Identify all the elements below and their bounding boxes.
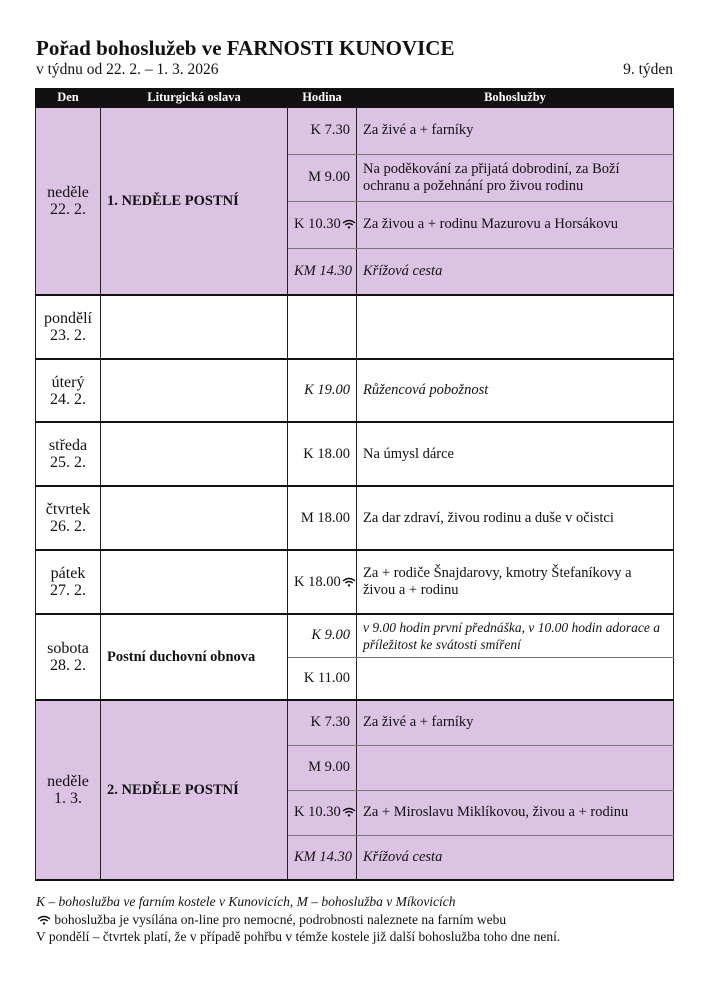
day-cell (36, 700, 101, 880)
table-row (36, 422, 674, 486)
day-cell (36, 295, 101, 359)
service-time-label: K 9.00 (311, 627, 350, 644)
day-cell (36, 107, 101, 295)
service-description (357, 657, 674, 700)
service-time-label: M 9.00 (308, 759, 350, 775)
footer-broadcast-note: bohoslužba je vysílána on-line pro nemocné, podrobnosti naleznete na farním webu (54, 911, 507, 927)
celebration-cell (101, 422, 288, 486)
wifi-icon (342, 807, 356, 817)
service-description (357, 295, 674, 359)
schedule-body (36, 107, 674, 880)
day-date: 28. 2. (50, 657, 86, 674)
service-time-label: KM 14.30 (294, 848, 352, 865)
service-time-label: K 7.30 (310, 122, 350, 139)
celebration-cell (101, 550, 288, 614)
column-header-celebration: Liturgická oslava (101, 89, 288, 108)
day-date: 23. 2. (50, 327, 86, 344)
day-date: 25. 2. (50, 454, 86, 471)
day-name: úterý (51, 373, 85, 391)
footer-legend: K – bohoslužba ve farním kostele v Kunovicích, M – bohoslužba v Míkovicích (36, 894, 456, 909)
service-description: Křížová cesta (357, 248, 674, 295)
service-description: Za dar zdraví, živou rodinu a duše v očistci (357, 486, 674, 550)
table-row (36, 700, 674, 745)
week-range: v týdnu od 22. 2. – 1. 3. 2026 (36, 61, 219, 78)
table-row (36, 107, 674, 154)
celebration-cell (101, 295, 288, 359)
table-row (36, 486, 674, 550)
service-time (288, 201, 357, 248)
day-cell (36, 422, 101, 486)
day-date: 24. 2. (50, 390, 86, 408)
wifi-icon (37, 915, 51, 925)
celebration-cell (101, 359, 288, 422)
day-cell (36, 486, 101, 550)
service-time (288, 422, 357, 486)
service-time (288, 154, 357, 201)
service-time (288, 700, 357, 745)
table-row (36, 550, 674, 614)
service-time (288, 745, 357, 790)
service-description: v 9.00 hodin první přednáška, v 10.00 hodin adorace a příležitost ke svátosti smíření (357, 614, 674, 657)
service-time (288, 295, 357, 359)
celebration-cell: 2. NEDĚLE POSTNÍ (101, 700, 288, 880)
table-row (36, 359, 674, 422)
day-name: čtvrtek (45, 501, 91, 518)
service-time (288, 790, 357, 835)
service-description: Za živou a + rodinu Mazurovu a Horsákovu (357, 201, 674, 248)
week-number: 9. týden (623, 61, 673, 78)
service-description (357, 745, 674, 790)
service-time (288, 657, 357, 700)
column-header-time: Hodina (288, 89, 357, 108)
column-header-day: Den (36, 89, 101, 108)
service-time-label: K 7.30 (310, 714, 350, 731)
schedule-table (35, 88, 674, 881)
service-description: Za + Miroslavu Miklíkovou, živou a + rodinu (357, 790, 674, 835)
service-time-label: K 10.30 (294, 804, 341, 820)
service-time (288, 248, 357, 295)
service-time (288, 486, 357, 550)
celebration-cell (101, 486, 288, 550)
service-time (288, 614, 357, 657)
day-name: sobota (47, 640, 89, 657)
footer-funeral-note: V pondělí – čtvrtek platí, že v případě pohřbu v témže kostele již další bohoslužba toho dne není. (36, 929, 561, 944)
table-row (36, 614, 674, 657)
day-date: 22. 2. (50, 201, 86, 218)
service-time (288, 359, 357, 422)
wifi-icon (342, 219, 356, 229)
day-name: pátek (50, 565, 86, 582)
celebration-cell: Postní duchovní obnova (101, 614, 288, 700)
service-time (288, 550, 357, 614)
day-date: 1. 3. (54, 790, 82, 807)
service-time-label: K 19.00 (304, 382, 350, 398)
day-cell (36, 550, 101, 614)
service-description: Za živé a + farníky (357, 107, 674, 154)
page-title: Pořad bohoslužeb ve FARNOSTI KUNOVICE (36, 36, 455, 60)
column-header-services: Bohoslužby (357, 89, 674, 108)
day-name: středa (48, 437, 88, 454)
service-time-label: M 9.00 (308, 169, 350, 185)
day-cell (36, 614, 101, 700)
table-row (36, 295, 674, 359)
service-description: Křížová cesta (357, 835, 674, 880)
service-time-label: K 11.00 (303, 669, 350, 686)
day-name: neděle (47, 773, 89, 790)
service-description: Na poděkování za přijatá dobrodiní, za Boží ochranu a požehnání pro živou rodinu (357, 154, 674, 201)
day-date: 26. 2. (50, 518, 86, 535)
table-header-row (36, 89, 674, 108)
service-description: Za + rodiče Šnajdarovy, kmotry Štefaníkovy a živou a + rodinu (357, 550, 674, 614)
day-name: pondělí (44, 310, 92, 327)
footer-notes (36, 893, 560, 946)
service-time-label: KM 14.30 (294, 262, 352, 279)
service-time (288, 107, 357, 154)
footer-broadcast-line (36, 911, 560, 929)
service-description: Za živé a + farníky (357, 700, 674, 745)
service-description: Na úmysl dárce (357, 422, 674, 486)
service-time-label: K 18.00 (294, 573, 341, 590)
service-time-label: M 18.00 (300, 509, 350, 526)
service-time (288, 835, 357, 880)
service-description: Růžencová pobožnost (357, 359, 674, 422)
service-time-label: K 10.30 (294, 216, 341, 232)
day-cell (36, 359, 101, 422)
day-name: neděle (47, 184, 89, 201)
day-date: 27. 2. (50, 582, 86, 599)
wifi-icon (342, 577, 356, 587)
service-time-label: K 18.00 (303, 445, 350, 462)
celebration-cell: 1. NEDĚLE POSTNÍ (101, 107, 288, 295)
